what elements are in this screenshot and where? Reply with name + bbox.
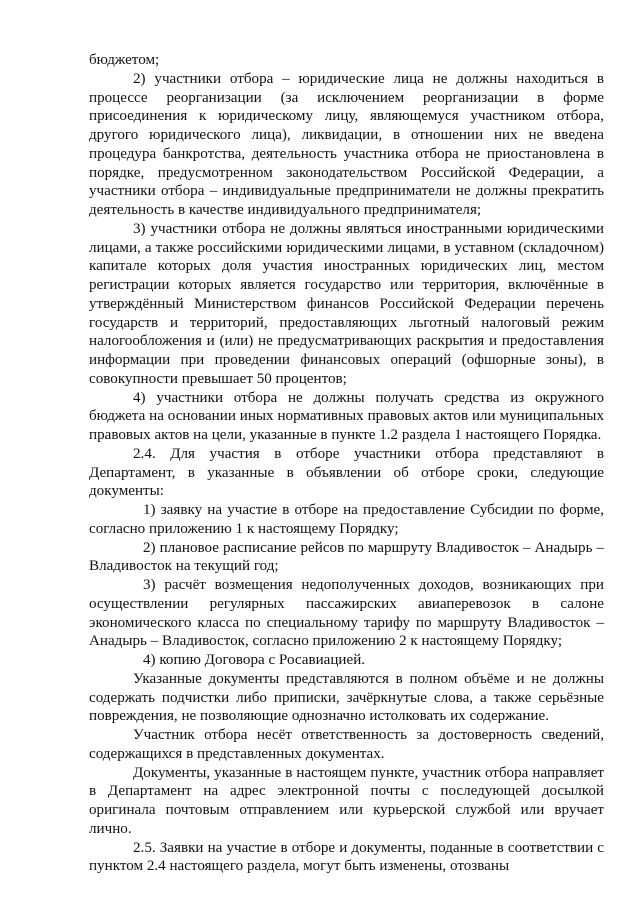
paragraph-responsibility: Участник отбора несёт ответственность за достоверность сведений, содержащихся в представленных документах. [89,727,604,762]
paragraph-document-2: 2) плановое расписание рейсов по маршруту Владивосток – Анадырь – Владивосток на текущий год; [89,539,604,575]
paragraph-item-3: 3) участники отбора не должны являться иностранными юридическими лицами, а также российскими юридическими лицами, в уставном (складочном) капитале которых доля участия иностранных юридических лиц, местом регистрации которых является государство или территория, включённые в утверждённый Министерством финансов Российской Федерации перечень государств и территорий, предоставляющих льготный налоговый режим налогообложения и (или) не предусматривающих раскрытия и предоставления информации при проведении финансовых операций (офшорные зоны), в совокупности превышает 50 процентов; [89,220,604,387]
paragraph-section-2-4: 2.4. Для участия в отборе участники отбора представляют в Департамент, в указанные в объявлении об отборе сроки, следующие документы: [89,445,604,500]
paragraph-continuation: бюджетом; [89,52,160,68]
paragraph-item-4: 4) участники отбора не должны получать средства из окружного бюджета на основании иных нормативных правовых актов или муниципальных правовых актов на цели, указанные в пункте 1.2 раздела 1 настоящего Порядка. [89,389,604,443]
document-page [89,51,604,876]
paragraph-document-1: 1) заявку на участие в отборе на предоставление Субсидии по форме, согласно приложению 1 к настоящему Порядку; [89,502,604,537]
paragraph-document-3: 3) расчёт возмещения недополученных доходов, возникающих при осуществлении регулярных пассажирских авиаперевозок в салоне экономического класса по специальному тарифу по маршруту Владивосток – Анадырь – Владивосток, согласно приложению 2 к настоящему Порядку; [89,577,604,650]
paragraph-submission: Документы, указанные в настоящем пункте, участник отбора направляет в Департамент на адрес электронной почты с последующей досылкой оригинала почтовым отправлением или курьерской службой или вручает лично. [89,764,604,837]
paragraph-documents-requirements: Указанные документы представляются в полном объёме и не должны содержать подчистки либо приписки, зачёркнутые слова, а также серьёзные повреждения, не позволяющие однозначно истолковать их содержание. [89,670,604,725]
paragraph-item-2: 2) участники отбора – юридические лица не должны находиться в процессе реорганизации (за исключением реорганизации в форме присоединения к юридическому лицу, являющемуся участником отбора, другого юридического лица), ликвидации, в отношении них не введена процедура банкротства, деятельность участника отбора не приостановлена в порядке, предусмотренном законодательством Российской Федерации, а участники отбора – индивидуальные предприниматели не должны прекратить деятельность в качестве индивидуального предпринимателя; [89,70,604,218]
paragraph-section-2-5: 2.5. Заявки на участие в отборе и документы, поданные в соответствии с пунктом 2.4 настоящего раздела, могут быть изменены, отозваны [89,839,604,875]
paragraph-document-4: 4) копию Договора с Росавиацией. [143,652,366,668]
